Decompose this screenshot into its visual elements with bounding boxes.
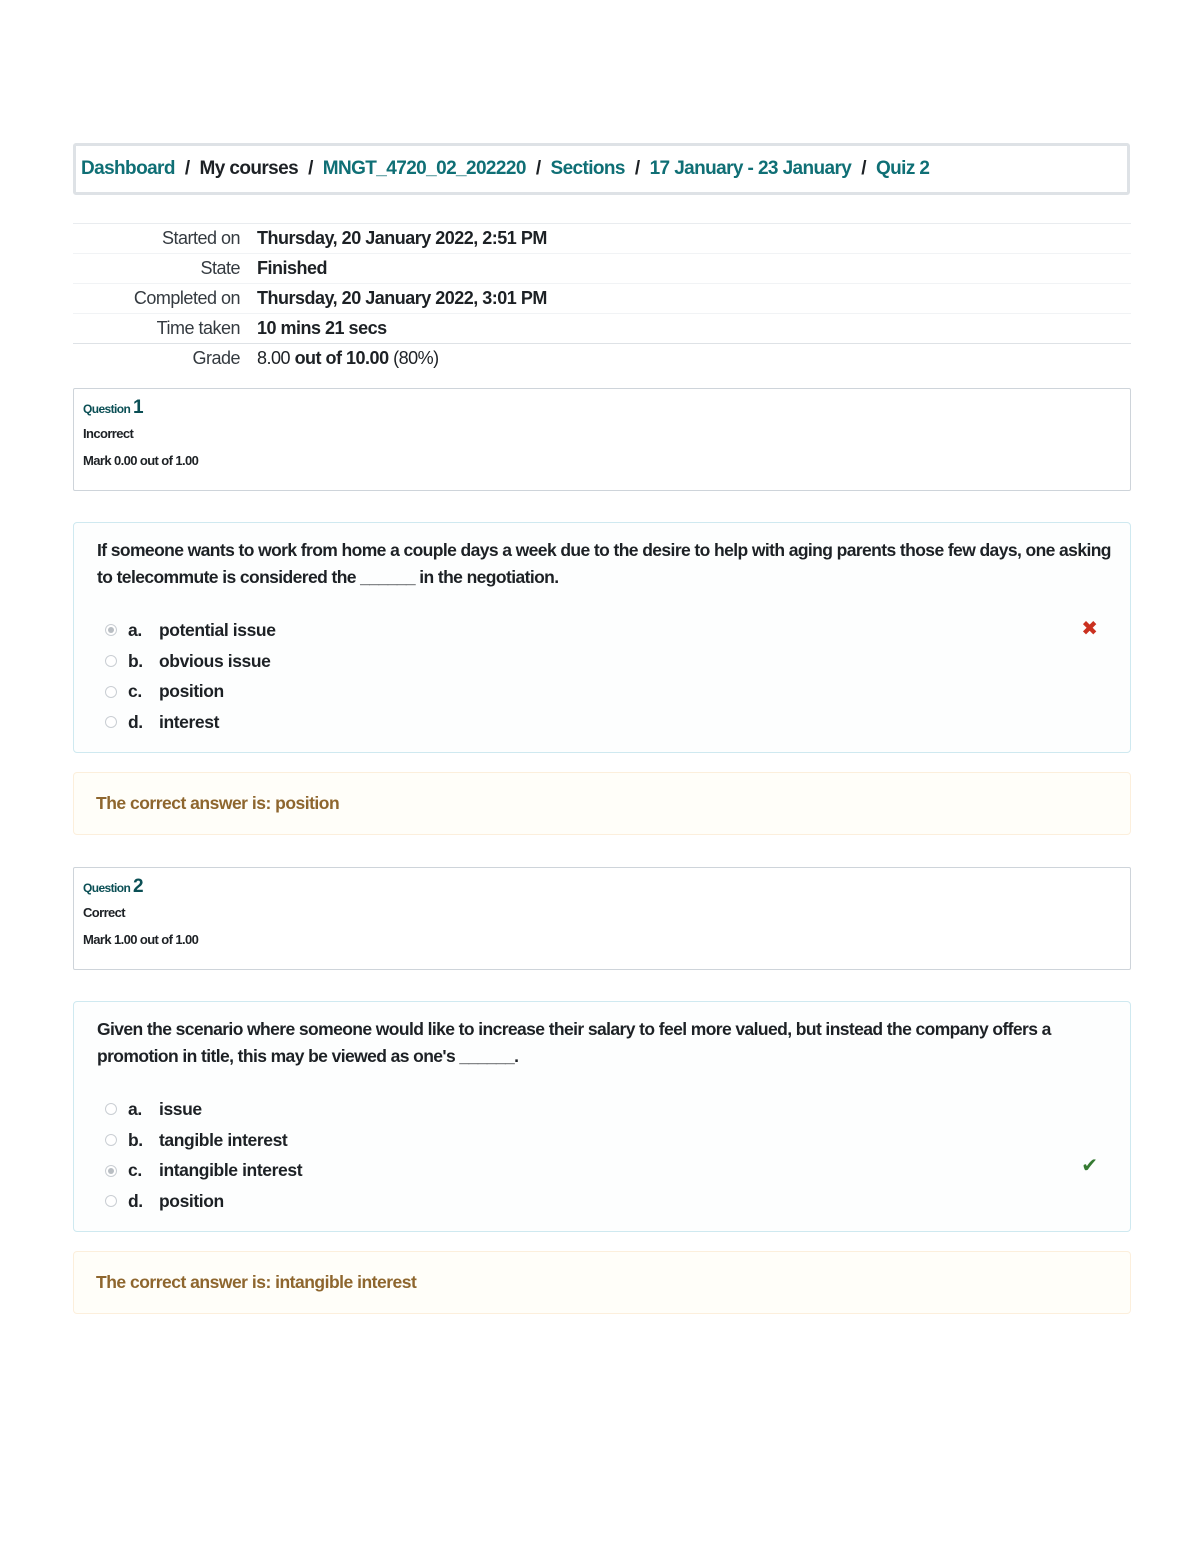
breadcrumb-my-courses bbox=[200, 158, 323, 180]
answer-letter: b. bbox=[128, 650, 143, 671]
answer-text: tangible interest bbox=[159, 1129, 288, 1150]
check-icon: ✔ bbox=[1081, 1155, 1098, 1177]
summary-label: Started on bbox=[161, 228, 240, 248]
question-number-value: 1 bbox=[132, 397, 144, 418]
breadcrumb-label: My courses bbox=[199, 158, 299, 179]
grade-value bbox=[240, 348, 439, 369]
question-state: Correct bbox=[83, 905, 126, 920]
answer-text: intangible interest bbox=[159, 1160, 303, 1181]
answer-list bbox=[105, 1094, 302, 1217]
summary-value: Finished bbox=[257, 258, 328, 278]
question-number-value: 2 bbox=[132, 876, 144, 897]
correct-answer-feedback: The correct answer is: position bbox=[73, 772, 1131, 835]
attempt-summary-table bbox=[73, 223, 1131, 373]
radio-button[interactable] bbox=[105, 716, 117, 728]
question-2-info bbox=[73, 867, 1131, 970]
question-mark: Mark 0.00 out of 1.00 bbox=[83, 453, 199, 468]
question-label: Question bbox=[83, 402, 131, 416]
summary-row-grade bbox=[73, 344, 1131, 373]
answer-letter: d. bbox=[128, 1190, 143, 1211]
breadcrumb-dashboard[interactable] bbox=[81, 158, 200, 180]
radio-button[interactable] bbox=[105, 1195, 117, 1207]
question-state: Incorrect bbox=[83, 426, 134, 441]
answer-letter: d. bbox=[128, 711, 143, 732]
summary-row-time-taken bbox=[73, 314, 1131, 344]
answer-letter: b. bbox=[128, 1129, 143, 1150]
answer-text: interest bbox=[159, 711, 220, 732]
answer-option-a[interactable] bbox=[105, 1094, 302, 1125]
question-1-info bbox=[73, 388, 1131, 491]
summary-value: 10 mins 21 secs bbox=[257, 318, 387, 338]
summary-value: Thursday, 20 January 2022, 2:51 PM bbox=[257, 228, 547, 248]
answer-option-b[interactable] bbox=[105, 1125, 302, 1156]
question-text: If someone wants to work from home a couple days a week due to the desire to help with aging parents those few days, one asking to telecommute is considered the ______ in the negotiation. bbox=[97, 540, 1111, 587]
question-2-content bbox=[73, 1001, 1131, 1232]
answer-option-d[interactable] bbox=[105, 1186, 302, 1217]
summary-label: State bbox=[200, 258, 240, 278]
grade-score: 8.00 bbox=[257, 348, 291, 368]
answer-option-b[interactable] bbox=[105, 646, 276, 677]
answer-letter: c. bbox=[128, 681, 142, 702]
answer-text: position bbox=[159, 1190, 224, 1211]
summary-row-started bbox=[73, 224, 1131, 254]
summary-label: Time taken bbox=[156, 318, 240, 338]
answer-option-c[interactable] bbox=[105, 1155, 302, 1186]
breadcrumb-separator: / bbox=[634, 158, 640, 179]
breadcrumb-separator: / bbox=[308, 158, 313, 179]
radio-button[interactable] bbox=[105, 1134, 117, 1146]
summary-value: Thursday, 20 January 2022, 3:01 PM bbox=[257, 288, 547, 308]
question-label: Question bbox=[83, 881, 131, 895]
breadcrumb-quiz[interactable] bbox=[876, 158, 929, 180]
breadcrumb-course[interactable] bbox=[323, 158, 551, 180]
answer-option-a[interactable] bbox=[105, 615, 276, 646]
breadcrumb-label[interactable]: 17 January - 23 January bbox=[649, 158, 852, 179]
breadcrumb bbox=[73, 143, 1130, 195]
question-1-content bbox=[73, 522, 1131, 753]
question-number bbox=[83, 876, 1121, 899]
radio-button[interactable] bbox=[105, 1103, 117, 1115]
breadcrumb-separator: / bbox=[535, 158, 541, 179]
question-number bbox=[83, 397, 1121, 420]
answer-option-d[interactable] bbox=[105, 707, 276, 738]
correct-answer-feedback: The correct answer is: intangible interest bbox=[73, 1251, 1131, 1314]
grade-percent: (80%) bbox=[393, 348, 439, 368]
answer-letter: a. bbox=[128, 619, 142, 640]
radio-button[interactable] bbox=[105, 624, 117, 636]
answer-list bbox=[105, 615, 276, 738]
breadcrumb-sections[interactable] bbox=[551, 158, 650, 180]
cross-icon: ✖ bbox=[1081, 618, 1098, 640]
breadcrumb-week[interactable] bbox=[650, 158, 876, 180]
breadcrumb-separator: / bbox=[184, 158, 190, 179]
breadcrumb-label[interactable]: Dashboard bbox=[81, 158, 175, 179]
radio-button[interactable] bbox=[105, 1165, 117, 1177]
answer-text: issue bbox=[159, 1098, 202, 1119]
question-text: Given the scenario where someone would like to increase their salary to feel more valued, but instead the company offers a promotion in title, this may be viewed as one's ______. bbox=[97, 1019, 1051, 1066]
summary-row-state bbox=[73, 254, 1131, 284]
radio-button[interactable] bbox=[105, 686, 117, 698]
breadcrumb-label[interactable]: MNGT_4720_02_202220 bbox=[322, 158, 526, 179]
breadcrumb-separator: / bbox=[861, 158, 866, 179]
breadcrumb-label[interactable]: Quiz 2 bbox=[875, 158, 930, 179]
answer-text: obvious issue bbox=[159, 650, 271, 671]
breadcrumb-label[interactable]: Sections bbox=[550, 158, 625, 179]
answer-letter: a. bbox=[128, 1098, 142, 1119]
grade-out-of: out of 10.00 bbox=[294, 348, 389, 368]
answer-text: potential issue bbox=[159, 619, 276, 640]
answer-option-c[interactable] bbox=[105, 676, 276, 707]
answer-text: position bbox=[159, 681, 224, 702]
radio-button[interactable] bbox=[105, 655, 117, 667]
summary-label: Grade bbox=[192, 348, 240, 368]
summary-label: Completed on bbox=[133, 288, 240, 308]
answer-letter: c. bbox=[128, 1160, 142, 1181]
summary-row-completed bbox=[73, 284, 1131, 314]
question-mark: Mark 1.00 out of 1.00 bbox=[83, 932, 199, 947]
